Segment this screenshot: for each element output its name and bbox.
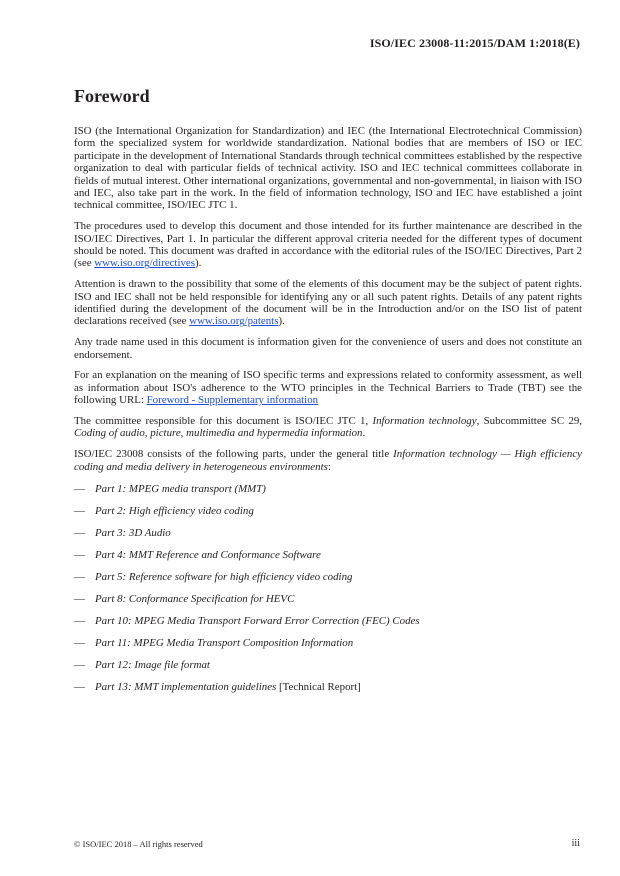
part-title: Part 8: Conformance Specification for HEVC bbox=[95, 593, 295, 606]
part-suffix: [Technical Report] bbox=[276, 681, 361, 694]
list-item bbox=[74, 681, 582, 703]
list-item bbox=[74, 637, 582, 659]
paragraph-parts-intro bbox=[74, 448, 582, 473]
part-title: Part 1: MPEG media transport (MMT) bbox=[95, 483, 266, 496]
list-item bbox=[74, 483, 582, 505]
document-id-header: ISO/IEC 23008-11:2015/DAM 1:2018(E) bbox=[369, 36, 580, 50]
list-item bbox=[74, 593, 582, 615]
text: ). bbox=[195, 257, 202, 270]
parts-list bbox=[74, 483, 582, 703]
part-title: Part 13: MMT implementation guidelines bbox=[95, 681, 277, 694]
dash-bullet: — bbox=[74, 571, 85, 584]
supplementary-info-link[interactable]: Foreword - Supplementary information bbox=[146, 394, 319, 407]
paragraph-iso-iec: ISO (the International Organization for Standardization) and IEC (the International Electrotechnical Commission) form the specialized system for worldwide standardization. National bodies that are members of ISO or IEC participate in the development of International Standards through technical committees established by the respective organization to deal with particular fields of technical activity. ISO and IEC technical committees collaborate in fields of mutual interest. Other international organizations, governmental and non-governmental, in liaison with ISO and IEC, also take part in the work. In the field of information technology, ISO and IEC have established a joint technical committee, ISO/IEC JTC 1. bbox=[74, 125, 582, 212]
text-italic: Information technology — High efficiency coding and media delivery in heterogeneous environments bbox=[74, 448, 582, 473]
paragraph-committee bbox=[74, 415, 582, 440]
part-title: Part 2: High efficiency video coding bbox=[95, 505, 254, 518]
part-title: Part 10: MPEG Media Transport Forward Error Correction (FEC) Codes bbox=[95, 615, 420, 628]
part-title: Part 4: MMT Reference and Conformance Software bbox=[95, 549, 321, 562]
text-italic: Coding of audio, picture, multimedia and hypermedia information bbox=[74, 427, 363, 440]
text-italic: Information technology bbox=[372, 415, 477, 428]
paragraph-patents bbox=[74, 278, 582, 328]
dash-bullet: — bbox=[74, 681, 85, 694]
list-item bbox=[74, 527, 582, 549]
text: The procedures used to develop this document and those intended for its further maintenance are described in the ISO/IEC Directives, Part 1. In particular the different approval criteria needed for the different types of document should be noted. This document was drafted in accordance with the editorial rules of the ISO/IEC Directives, Part 2 (see bbox=[74, 220, 582, 270]
patents-link[interactable]: www.iso.org/patents bbox=[189, 315, 279, 328]
text: . bbox=[362, 427, 366, 440]
list-item bbox=[74, 549, 582, 571]
text: For an explanation on the meaning of ISO specific terms and expressions related to conformity assessment, as well as information about ISO's adherence to the WTO principles in the Technical Barriers to Trade (TBT) see the following URL: bbox=[74, 369, 582, 407]
text: Attention is drawn to the possibility that some of the elements of this document may be the subject of patent rights. ISO and IEC shall not be held responsible for identifying any or all such patent rights. Details of any patent rights identified during the development of the document will be in the Introduction and/or on the ISO list of patent declarations received (see bbox=[74, 278, 582, 328]
foreword-body bbox=[74, 125, 582, 703]
copyright-footer: © ISO/IEC 2018 – All rights reserved bbox=[74, 839, 203, 849]
text: ISO/IEC 23008 consists of the following parts, under the general title bbox=[74, 448, 394, 461]
dash-bullet: — bbox=[74, 527, 85, 540]
paragraph-conformity bbox=[74, 369, 582, 406]
dash-bullet: — bbox=[74, 615, 85, 628]
dash-bullet: — bbox=[74, 549, 85, 562]
paragraph-procedures bbox=[74, 220, 582, 270]
dash-bullet: — bbox=[74, 593, 85, 606]
text: , Subcommittee SC 29, bbox=[476, 415, 582, 428]
part-title: Part 3: 3D Audio bbox=[95, 527, 171, 540]
part-title: Part 11: MPEG Media Transport Composition Information bbox=[95, 637, 354, 650]
text: ). bbox=[278, 315, 285, 328]
directives-link[interactable]: www.iso.org/directives bbox=[94, 257, 195, 270]
part-title: Part 5: Reference software for high efficiency video coding bbox=[95, 571, 353, 584]
text: : bbox=[327, 460, 331, 473]
list-item bbox=[74, 615, 582, 637]
dash-bullet: — bbox=[74, 505, 85, 518]
page-number: iii bbox=[571, 838, 580, 849]
paragraph-trade-name: Any trade name used in this document is information given for the convenience of users and does not constitute an endorsement. bbox=[74, 336, 582, 361]
dash-bullet: — bbox=[74, 637, 85, 650]
list-item bbox=[74, 659, 582, 681]
text: The committee responsible for this document is ISO/IEC JTC 1, bbox=[74, 415, 373, 428]
dash-bullet: — bbox=[74, 483, 85, 496]
part-title: Part 12: Image file format bbox=[95, 659, 210, 672]
list-item bbox=[74, 505, 582, 527]
dash-bullet: — bbox=[74, 659, 85, 672]
page-title: Foreword bbox=[74, 86, 150, 106]
list-item bbox=[74, 571, 582, 593]
